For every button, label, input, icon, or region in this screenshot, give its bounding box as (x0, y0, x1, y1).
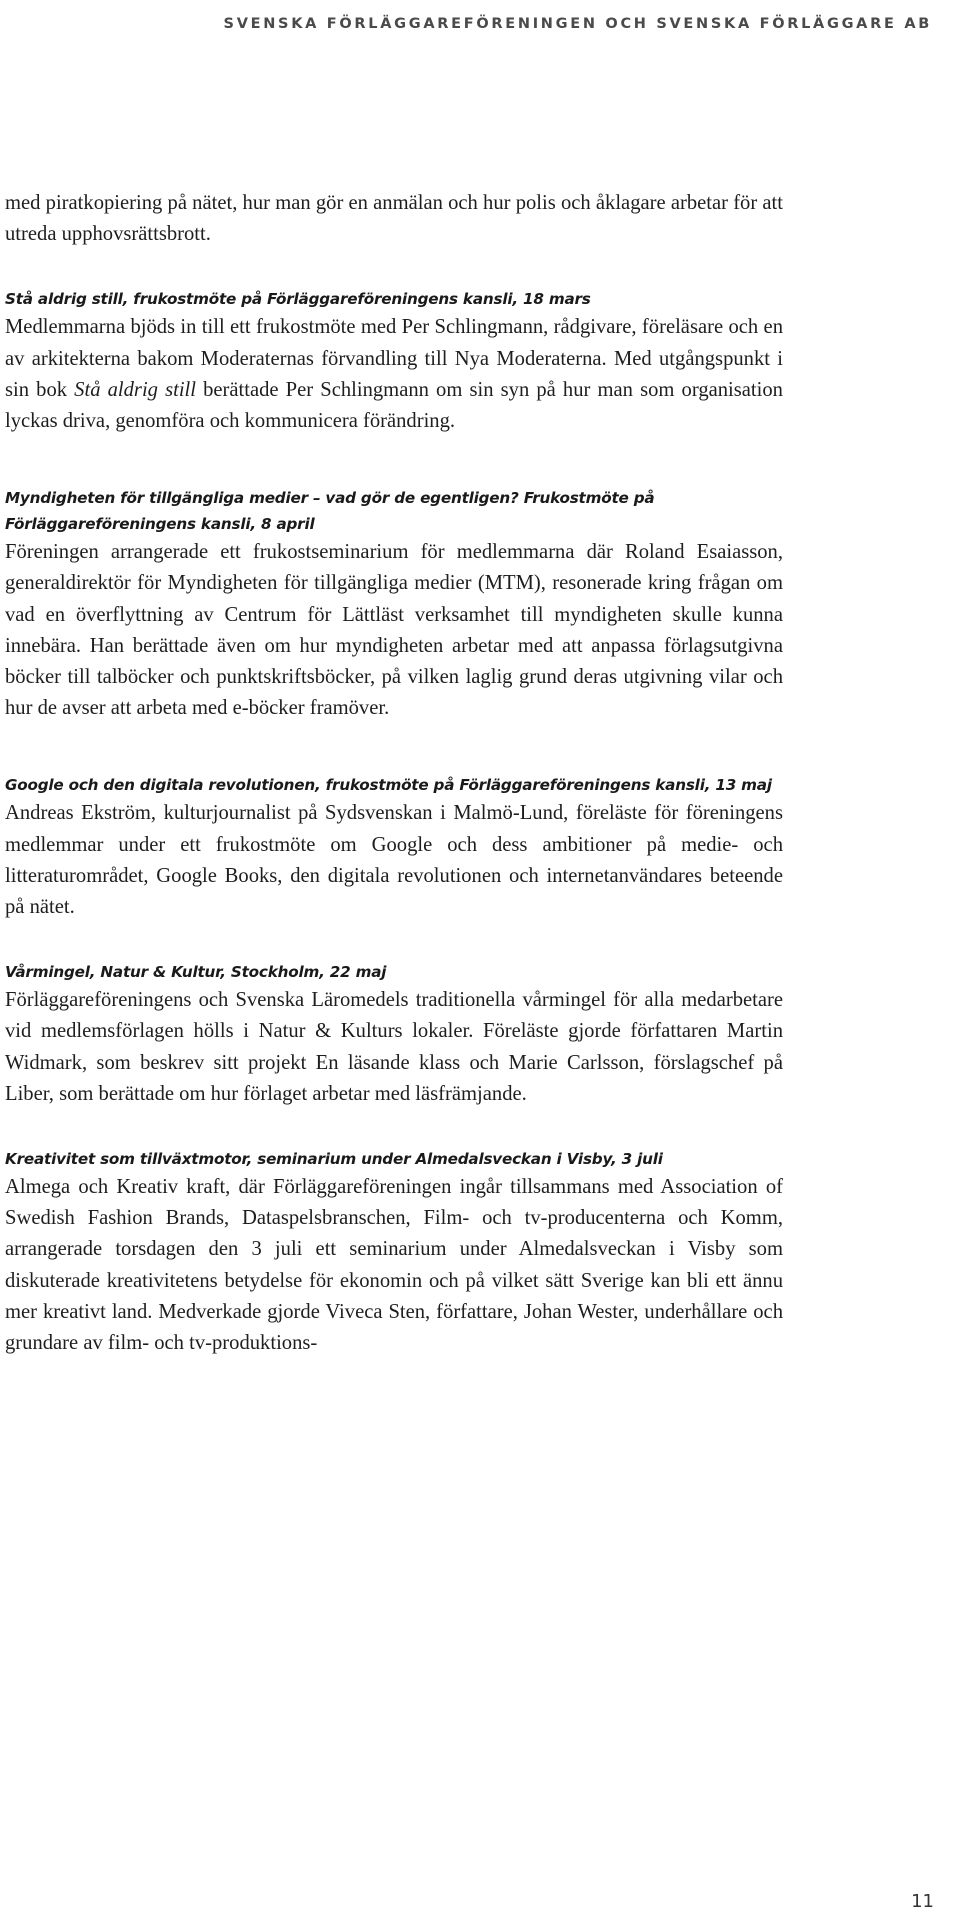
section-heading: Vårmingel, Natur & Kultur, Stockholm, 22 maj (5, 963, 387, 982)
paragraph-text: Medlemmarna bjöds in till ett frukostmöte med Per Schlingmann, rådgivare, föreläsare och en av arkitekterna bakom Moderaternas förvandling till Nya Moderaterna. Med utgångspunkt i sin bok (5, 316, 783, 401)
section-google (5, 772, 783, 923)
section-paragraph: Almega och Kreativ kraft, där Förläggareföreningen ingår tillsammans med Association of Swedish Fashion Brands, Dataspelsbranschen, Film- och tv-producenterna och Komm, arrangerade torsdagen den 3 juli ett seminarium under Almedalsveckan i Visby som diskuterade kreativitetens betydelse för ekonomin och på vilket sätt Sverige kan bli ett ännu mer kreativt land. Medverkade gjorde Viveca Sten, författare, Johan Wester, underhållare och grundare av film- och tv-produktions- (5, 1176, 783, 1355)
paragraph-text: berättade Per Schlingmann om sin syn på hur man som organisation lyckas driva, genomföra och kommunicera förändring. (5, 378, 783, 433)
section-paragraph: Förläggareföreningens och Svenska Läromedels traditionella vårmingel för alla medarbetare vid medlemsförlagen hölls i Natur & Kulturs lokaler. Föreläste gjorde författaren Martin Widmark, som beskrev sitt projekt En läsande klass och Marie Carlsson, förslagschef på Liber, som berättade om hur förlaget arbetar med läsfrämjande. (5, 989, 783, 1105)
section-paragraph: Föreningen arrangerade ett frukostseminarium för medlemmarna där Roland Esaiasson, generaldirektör för Myndigheten för tillgängliga medier (MTM), resonerade kring frågan om vad en överflyttning av Centrum för Lättläst verksamhet till myndigheten skulle kunna innebära. Han berättade även om hur myndigheten arbetar med att anpassa förlagsutgivna böcker till talböcker och punktskriftsböcker, på vilken laglig grund deras utgivning vilar och hur de avser att arbeta med e-böcker framöver. (5, 541, 783, 720)
intro-paragraph: med piratkopiering på nätet, hur man gör en anmälan och hur polis och åklagare arbetar för att utreda upphovsrättsbrott. (5, 192, 783, 246)
section-paragraph: Andreas Ekström, kulturjournalist på Sydsvenskan i Malmö-Lund, föreläste för föreningens medlemmar under ett frukostmöte om Google och dess ambitioner på medie- och litteraturområdet, Google Books, den digitala revolutionen och internetanvändares beteende på nätet. (5, 802, 783, 919)
document-body (5, 188, 783, 1359)
book-title: Stå aldrig still (74, 378, 196, 401)
section-heading: Google och den digitala revolutionen, frukostmöte på Förläggareföreningens kansli, 13 maj (5, 776, 772, 795)
section-mtm (5, 485, 783, 724)
running-head: SVENSKA FÖRLÄGGAREFÖRENINGEN OCH SVENSKA FÖRLÄGGARE AB (223, 16, 932, 32)
section-kreativitet (5, 1146, 783, 1359)
section-varmingel (5, 959, 783, 1110)
section-heading: Kreativitet som tillväxtmotor, seminarium under Almedalsveckan i Visby, 3 juli (5, 1150, 663, 1169)
section-paragraph (5, 312, 783, 437)
section-sta-aldrig-still (5, 286, 783, 437)
page-number: 11 (911, 1891, 934, 1912)
section-heading: Stå aldrig still, frukostmöte på Förläggareföreningens kansli, 18 mars (5, 290, 591, 309)
section-heading: Myndigheten för tillgängliga medier – vad gör de egentligen? Frukostmöte på Förläggareföreningens kansli, 8 april (5, 489, 655, 534)
